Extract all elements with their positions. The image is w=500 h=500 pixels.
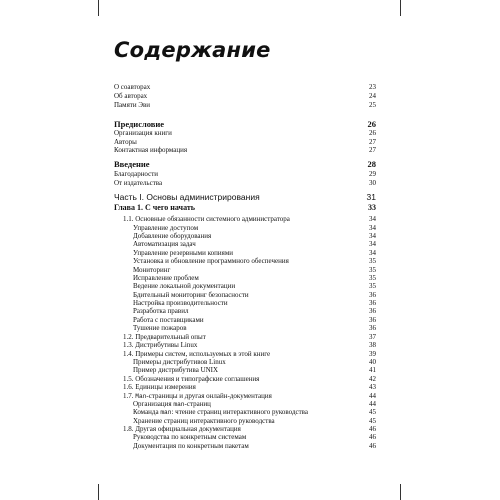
toc-entry-title: Благодарности: [114, 170, 159, 178]
toc-entry-page: 38: [369, 341, 376, 349]
toc-entry-page: 23: [369, 83, 376, 91]
toc-entry-title: Автоматизация задач: [133, 240, 196, 248]
page-title: Содержание: [114, 38, 271, 62]
toc-entry-page: 30: [369, 179, 376, 187]
toc-entry-title: 1.1. Основные обязанности системного администратора: [123, 215, 290, 223]
toc-entry: [114, 324, 376, 333]
toc-entry-title: Разработка правил: [133, 307, 189, 315]
toc-entry: [114, 257, 376, 266]
crop-mark: [98, 0, 99, 16]
toc-entry-page: 44: [369, 400, 376, 408]
toc-entry-page: 37: [369, 333, 376, 341]
toc-entry-title: От издательства: [114, 179, 163, 187]
toc-entry-title: Авторы: [114, 138, 137, 146]
toc-entry-page: 28: [367, 159, 376, 169]
toc-entry-title: Контактная информация: [114, 146, 188, 154]
toc-entry-page: 36: [369, 307, 376, 315]
toc-entry-page: 34: [369, 232, 376, 240]
toc-entry-title: Установка и обновление программного обеспечения: [133, 257, 289, 265]
toc-entry-page: 31: [366, 192, 376, 202]
crop-mark: [400, 0, 401, 16]
toc-entry-title-part: Организация: [133, 400, 174, 408]
toc-entry-page: 45: [369, 408, 376, 416]
toc-entry-title: [133, 408, 308, 417]
toc-entry-page: 36: [369, 299, 376, 307]
toc-entry: [114, 282, 376, 291]
toc-entry-page: 34: [369, 224, 376, 232]
toc-entry: [114, 240, 376, 249]
toc-entry-title: Настройка производительности: [133, 299, 228, 307]
toc-entry-title: 1.2. Предварительный опыт: [123, 333, 206, 341]
toc-entry: [114, 383, 376, 392]
toc-entry-title: Управление доступом: [133, 224, 199, 232]
toc-entry: [114, 170, 376, 179]
toc-entry: [114, 146, 376, 155]
toc-entry: [114, 120, 376, 129]
toc-entry-title: Бдительный мониторинг безопасности: [133, 291, 249, 299]
toc-entry-page: 36: [369, 316, 376, 324]
toc-entry-page: 34: [369, 215, 376, 223]
toc-entry-title: Памяти Эви: [114, 101, 151, 109]
toc-entry-page: 29: [369, 170, 376, 178]
toc-entry-title: 1.5. Обозначения и типографские соглашения: [123, 375, 260, 383]
toc-entry-code: Man: [135, 393, 147, 400]
toc-entry-title: Работа с поставщиками: [133, 316, 204, 324]
toc-entry-page: 40: [369, 358, 376, 366]
toc-entry: [114, 193, 376, 202]
toc-entry-page: 36: [369, 324, 376, 332]
toc-entry-title: Пример дистрибутива UNIX: [133, 366, 219, 374]
crop-mark: [98, 484, 99, 500]
toc-entry-page: 26: [367, 119, 376, 129]
toc-entry-title: Мониторинг: [133, 266, 171, 274]
toc-entry: [114, 366, 376, 375]
toc-entry-page: 46: [369, 425, 376, 433]
toc-entry-code: man: [173, 401, 185, 408]
toc-entry-page: 45: [369, 417, 376, 425]
toc-entry-title: Об авторах: [114, 92, 148, 100]
toc-entry: [114, 215, 376, 224]
toc-entry-page: 44: [369, 392, 376, 400]
toc-entry-page: 46: [369, 433, 376, 441]
toc-entry: [114, 83, 376, 92]
toc-entry: [114, 433, 376, 442]
toc-entry-title: Глава 1. С чего начать: [114, 203, 196, 212]
toc-entry: [114, 442, 376, 451]
toc-entry-title: 1.3. Дистрибутивы Linux: [123, 341, 198, 349]
toc-entry: [114, 179, 376, 188]
crop-mark: [400, 484, 401, 500]
toc-entry-title: 1.8. Другая официальная документация: [123, 425, 241, 433]
toc-entry-page: 26: [369, 129, 376, 137]
toc-entry-page: 25: [369, 101, 376, 109]
toc-entry-page: 35: [369, 266, 376, 274]
toc-entry: [114, 160, 376, 169]
toc-entry-title: Документация по конкретным пакетам: [133, 442, 249, 450]
toc-entry: [114, 101, 376, 110]
toc-entry-page: 24: [369, 92, 376, 100]
toc-entry-title-part: Команда: [133, 408, 161, 416]
toc-entry-title: Исправление проблем: [133, 274, 199, 282]
toc-entry-page: 36: [369, 291, 376, 299]
toc-entry-title-part: : чтение страниц интерактивного руководства: [171, 408, 308, 416]
toc-entry-title: 1.6. Единицы измерения: [123, 383, 196, 391]
toc-entry-page: 27: [369, 146, 376, 154]
toc-entry-page: 33: [368, 203, 376, 212]
toc-entry-title-part: 1.7.: [123, 392, 136, 400]
toc-entry-title: Хранение страниц интерактивного руководства: [133, 417, 275, 425]
toc-entry-title: О соавторах: [114, 83, 151, 91]
toc-entry-title: Управление резервными копиями: [133, 249, 234, 257]
toc-entry-title: 1.4. Примеры систем, используемых в этой книге: [123, 350, 271, 358]
toc-entry-page: 39: [369, 350, 376, 358]
toc-entry-title: Тушение пожаров: [133, 324, 187, 332]
toc-entry-page: 34: [369, 240, 376, 248]
toc-entry: [114, 129, 376, 138]
toc-entry-title: Ведение локальной документации: [133, 282, 236, 290]
toc-entry: [114, 203, 376, 212]
toc-entry-page: 34: [369, 249, 376, 257]
toc-entry-title-part: -страницы и другая онлайн-документация: [146, 392, 272, 400]
toc-entry-title: Добавление оборудования: [133, 232, 212, 240]
toc-entry-title: Организация книги: [114, 129, 172, 137]
toc-entry: [114, 307, 376, 316]
toc-entry: [114, 92, 376, 101]
toc-entry-page: 42: [369, 375, 376, 383]
toc-entry-title: Введение: [114, 159, 150, 169]
toc-entry-page: 41: [369, 366, 376, 374]
toc-entry-title-part: -страниц: [184, 400, 211, 408]
toc-entry-page: 27: [369, 138, 376, 146]
toc-entry-title: Руководства по конкретным системам: [133, 433, 247, 441]
toc-entry: [114, 408, 376, 417]
toc-entry-title: Часть I. Основы администрирования: [114, 192, 260, 202]
toc-entry-title: Примеры дистрибутивов Linux: [133, 358, 226, 366]
toc-entry-page: 46: [369, 442, 376, 450]
toc-entry-code: man: [160, 409, 172, 416]
toc-entry-title: Предисловие: [114, 119, 165, 129]
toc-entry-page: 43: [369, 383, 376, 391]
toc-entry: [114, 341, 376, 350]
toc-entry-page: 35: [369, 274, 376, 282]
toc-entry-page: 35: [369, 257, 376, 265]
toc-entry-page: 35: [369, 282, 376, 290]
